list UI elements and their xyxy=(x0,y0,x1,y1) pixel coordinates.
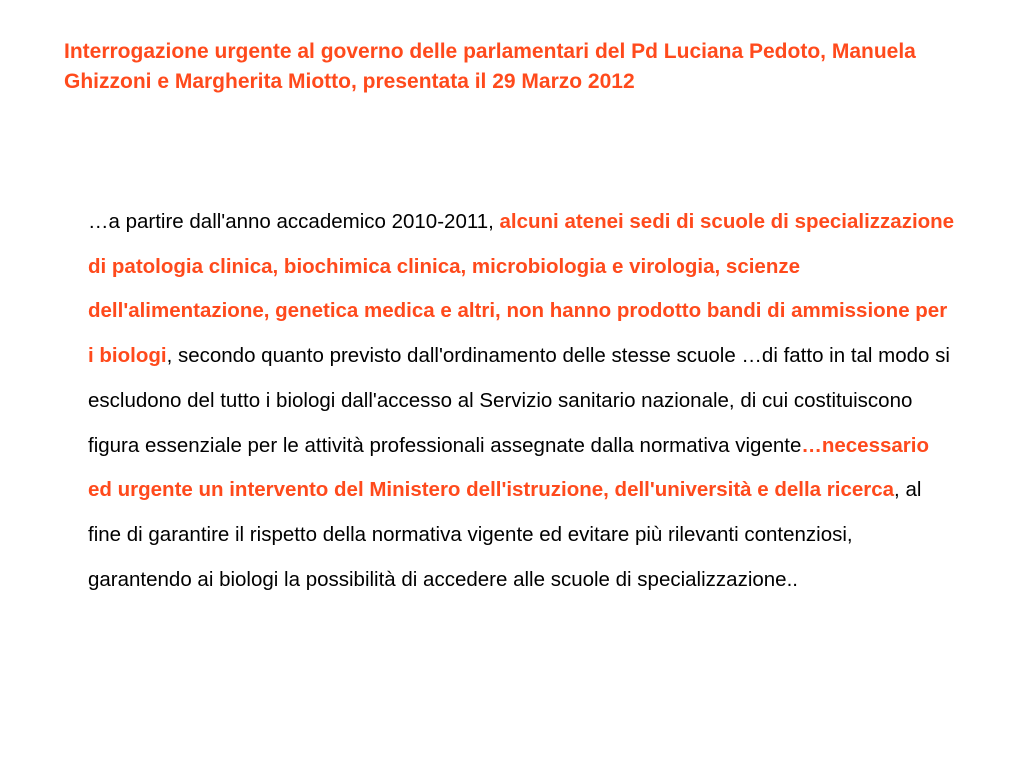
body-text-segment-1: …a partire dall'anno accademico 2010-2011, xyxy=(88,210,500,233)
body-text-segment-3: , al fine di garantire il rispetto della normativa vigente ed evitare più rilevanti contenziosi, garantendo ai biologi la possibilità di accedere alle scuole di specializzazione.. xyxy=(88,478,922,591)
slide-title: Interrogazione urgente al governo delle parlamentari del Pd Luciana Pedoto, Manuela Ghizzoni e Margherita Miotto, presentata il 29 Marzo 2012 xyxy=(64,40,916,93)
highlight-text-1: alcuni atenei sedi di scuole di specializzazione di patologia clinica, biochimica clinica, microbiologia e virologia, scienze dell'alimentazione, genetica medica e altri, non hanno prodotto bandi di ammissione per i biologi xyxy=(88,210,955,368)
highlight-text-2: …necessario ed urgente un intervento del Ministero dell'istruzione, dell'università e della ricerca xyxy=(88,433,929,502)
body-text-segment-2: , secondo quanto previsto dall'ordinamento delle stesse scuole …di fatto in tal modo si escludono del tutto i biologi dall'accesso al Servizio sanitario nazionale, di cui costituiscono figura essenziale per le attività professionali assegnate dalla normativa vigente xyxy=(88,344,950,457)
body-paragraph xyxy=(88,200,956,602)
